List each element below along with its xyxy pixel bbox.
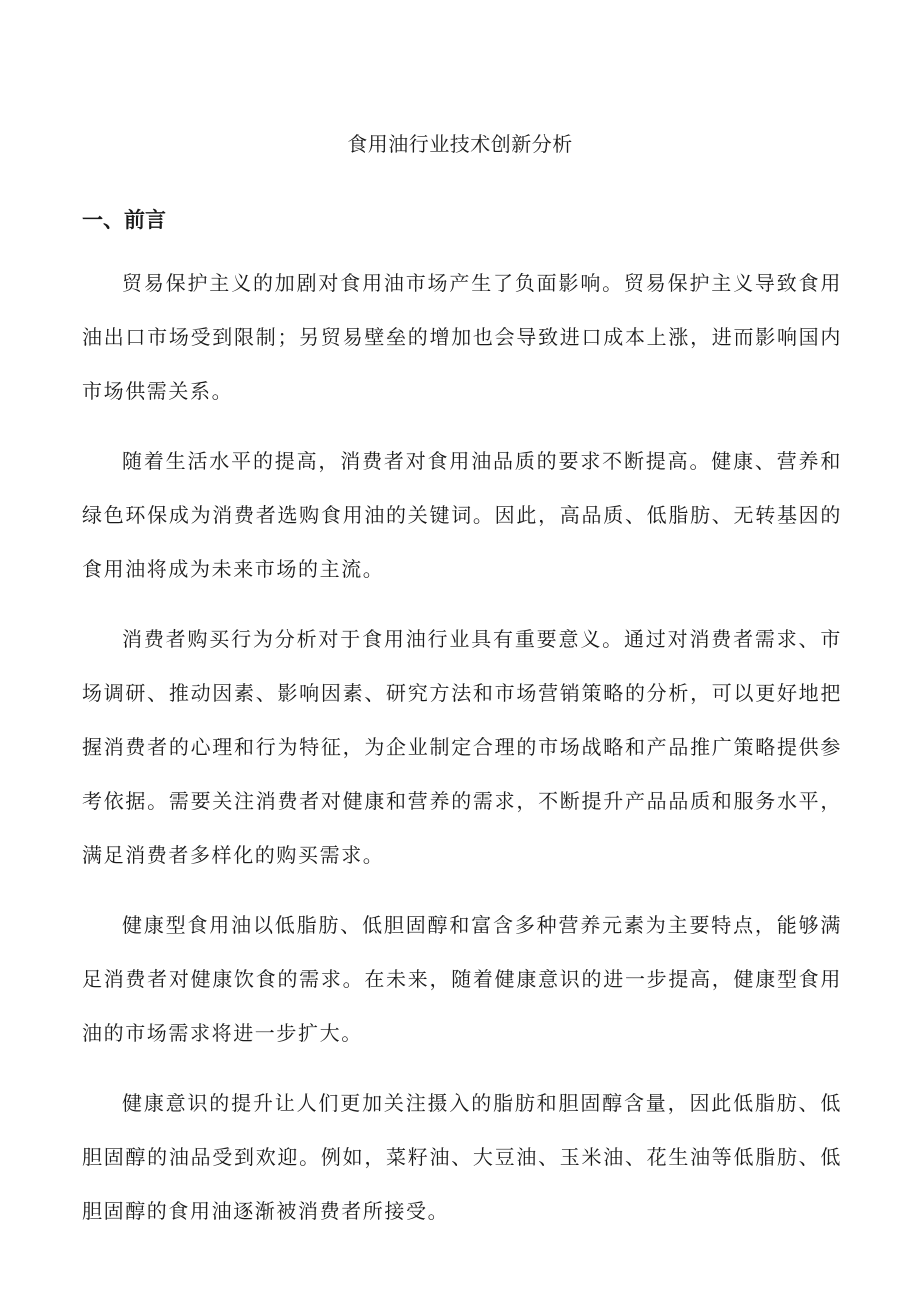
paragraph-trade-protectionism: 贸易保护主义的加剧对食用油市场产生了负面影响。贸易保护主义导致食用油出口市场受到限制；另贸易壁垒的增加也会导致进口成本上涨，进而影响国内市场供需关系。 [82,271,842,403]
paragraph-quality-demand: 随着生活水平的提高，消费者对食用油品质的要求不断提高。健康、营养和绿色环保成为消费者选购食用油的关键词。因此，高品质、低脂肪、无转基因的食用油将成为未来市场的主流。 [82,449,842,581]
document-title: 食用油行业技术创新分析 [347,132,573,156]
document-body [82,256,842,1254]
paragraph-health-awareness: 健康意识的提升让人们更加关注摄入的脂肪和胆固醇含量，因此低脂肪、低胆固醇的油品受到欢迎。例如，菜籽油、大豆油、玉米油、花生油等低脂肪、低胆固醇的食用油逐渐被消费者所接受。 [82,1091,842,1223]
section-heading-preface: 一、前言 [82,208,166,232]
paragraph-healthy-oil: 健康型食用油以低脂肪、低胆固醇和富含多种营养元素为主要特点，能够满足消费者对健康饮食的需求。在未来，随着健康意识的进一步提高，健康型食用油的市场需求将进一步扩大。 [82,913,842,1045]
paragraph-consumer-behavior: 消费者购买行为分析对于食用油行业具有重要意义。通过对消费者需求、市场调研、推动因素、影响因素、研究方法和市场营销策略的分析，可以更好地把握消费者的心理和行为特征，为企业制定合理的市场战略和产品推广策略提供参考依据。需要关注消费者对健康和营养的需求，不断提升产品品质和服务水平，满足消费者多样化的购买需求。 [82,627,842,867]
